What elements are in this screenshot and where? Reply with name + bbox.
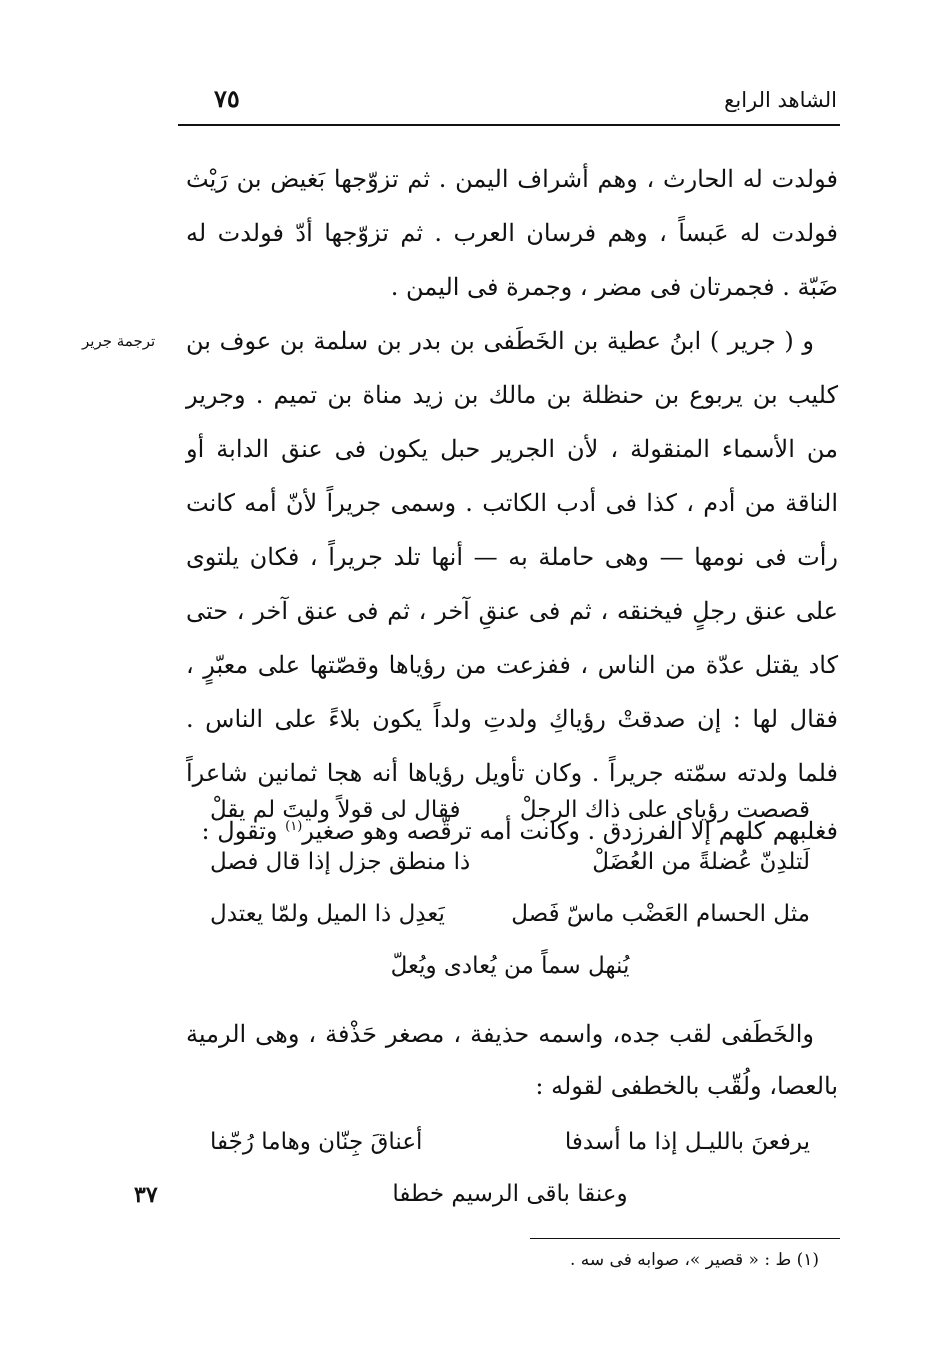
verse-final-line: وعنقا باقى الرسيم خطفا (392, 1181, 628, 1207)
main-text-2 (186, 1008, 838, 1112)
page-number: ٧٥ (214, 84, 240, 113)
hemistich-left: فقال لى قولاً وليتَ لم يقلْ (210, 797, 461, 823)
hemistich-right: لَتلدِنّ عُضلةً من العُضَلْ (592, 849, 810, 875)
verse-final-line: يُنهل سماً من يُعادى ويُعلّ (390, 953, 630, 979)
footnote-rule (530, 1238, 840, 1239)
verse-line (210, 836, 810, 888)
verse-line (210, 1116, 810, 1168)
paragraph-2-text: و ( جرير ) ابنُ عطية بن الخَطَفى بن بدر بن سلمة بن عوف بن كليب بن يربوع بن حنظلة بن مالك بن زيد مناة بن تميم . وجرير من الأسماء المنقولة ، لأن الجرير حبل يكون فى عنق الدابة أو الناقة من أدم ، كذا فى أدب الكاتب . وسمى جريراً لأنّ أمه كانت رأت فى نومها — وهى حاملة به — أنها تلد جريراً ، فكان يلتوى على عنق رجلٍ فيخنقه ، ثم فى عنقِ آخر ، ثم فى عنق آخر ، حتى كاد يقتل عدّة من الناس ، ففزعت من رؤياها وقصّتها على معبّرٍ ، فقال لها : إن صدقتْ رؤياكِ ولدتِ ولداً يكون بلاءً على الناس . فلما ولدته سمّته جريراً . وكان تأويل رؤياها أنه هجا ثمانين شاعراً فغلبهم كلهم إلا الفرزدق . وكانت أمه ترقّصه وهو صغير (186, 327, 839, 845)
footnote-marker[interactable]: (١) (285, 819, 303, 834)
running-title: الشاهد الرابع (724, 88, 837, 112)
hemistich-left: ذا منطق جزل إذا قال فصل (210, 849, 471, 875)
margin-note: ترجمة جرير (82, 332, 156, 350)
footnote: (١) ط : « قصير »، صوابه فى سه . (569, 1250, 819, 1270)
header-rule (178, 124, 840, 126)
main-text (186, 152, 838, 858)
hemistich-right: يرفعنَ بالليـل إذا ما أسدفا (564, 1129, 810, 1155)
verse-line (210, 784, 810, 836)
verse-block-2 (210, 1116, 810, 1220)
paragraph-1: فولدت له الحارث ، وهم أشراف اليمن . ثم تزوّجها بَغيض بن رَيْث فولدت له عَبساً ، وهم فرسان العرب . ثم تزوّجها أدّ فولدت له ضَبّة . فجمرتان فى مضر ، وجمرة فى اليمن . (186, 165, 838, 301)
paragraph-3: والخَطَفى لقب جده، واسمه حذيفة ، مصغر حَذْفة ، وهى الرمية بالعصا، ولُقّب بالخطفى لقوله : (186, 1020, 838, 1100)
verse-line (210, 888, 810, 940)
hemistich-left: يَعدِل ذا الميل ولمّا يعتدل (210, 901, 445, 927)
verse-block-1 (210, 784, 810, 992)
signature-number: ٣٧ (134, 1182, 158, 1208)
hemistich-right: قصصت رؤياى على ذاك الرجلْ (519, 797, 810, 823)
hemistich-right: مثل الحسام العَضْب ماسّ فَصل (511, 901, 810, 927)
paragraph-2-end: وتقول : (201, 817, 286, 845)
paragraph-2 (186, 314, 838, 858)
hemistich-left: أعناقَ جِنّان وهاما رُجّفا (210, 1129, 423, 1155)
